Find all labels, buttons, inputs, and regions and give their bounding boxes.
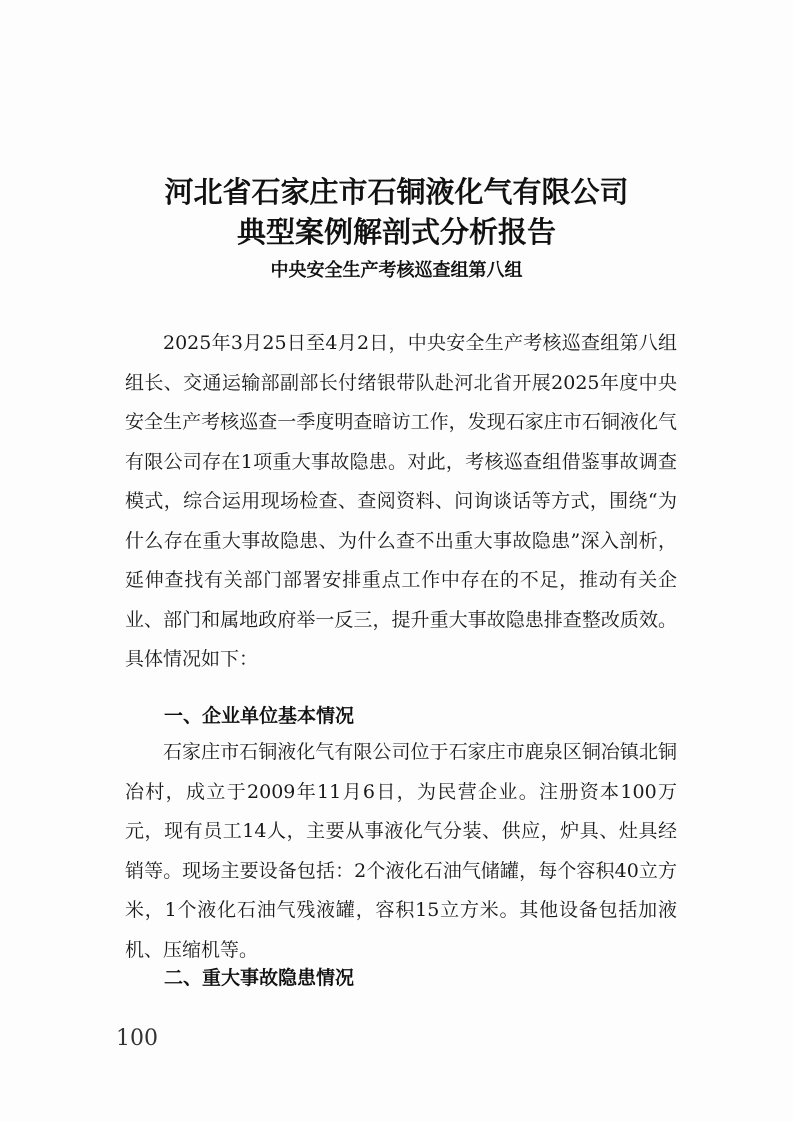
section-heading-basic-info: 一、企业单位基本情况 (164, 705, 355, 727)
document-subtitle: 中央安全生产考核巡查组第八组 (270, 260, 523, 281)
document-title-line-1: 河北省石家庄市石铜液化气有限公司 (164, 175, 629, 209)
intro-paragraph: 2025年3月25日至4月2日，中央安全生产考核巡查组第八组组长、交通运输部副部长付绪银带队赴河北省开展2025年度中央安全生产考核巡查一季度明查暗访工作，发现石家庄市石铜液化气有限公司存在1项重大事故隐患。对此，考核巡查组借鉴事故调查模式，综合运用现场检查、查阅资料、问询谈话等方式，围绕“为什么存在重大事故隐患、为什么查不出重大事故隐患”深入剖析，延伸查找有关部门部署安排重点工作中存在的不足，推动有关企业、部门和属地政府举一反三，提升重大事故隐患排查整改质效。具体情况如下： (125, 332, 677, 670)
page-number: 100 (116, 1026, 158, 1051)
section-heading-hazard: 二、重大事故隐患情况 (164, 967, 355, 989)
company-info-paragraph: 石家庄市石铜液化气有限公司位于石家庄市鹿泉区铜冶镇北铜冶村，成立于2009年11月6日，为民营企业。注册资本100万元，现有员工14人，主要从事液化气分装、供应，炉具、灶具经销等。现场主要设备包括：2个液化石油气储罐，每个容积40立方米，1个液化石油气残液罐，容积15立方米。其他设备包括加液机、压缩机等。 (125, 741, 677, 961)
document-title-line-2: 典型案例解剖式分析报告 (236, 215, 556, 249)
